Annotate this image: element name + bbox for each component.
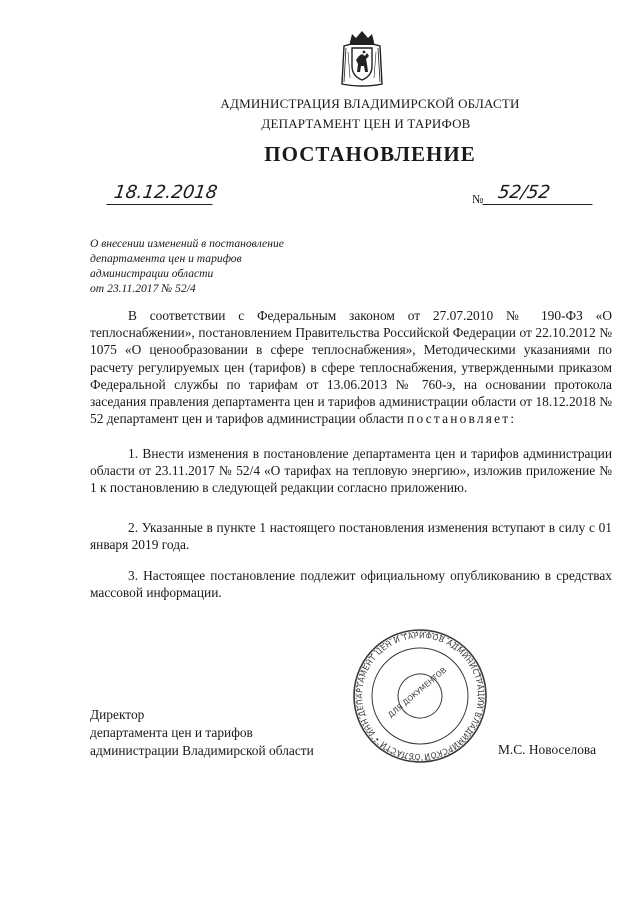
item-3-paragraph: 3. Настоящее постановление подлежит официальному опубликованию в средствах массовой информации. (90, 568, 612, 601)
document-date: 18.12.2018 (106, 182, 215, 205)
signature-block (90, 706, 314, 760)
coat-of-arms-icon (338, 28, 386, 88)
organization-name: АДМИНИСТРАЦИЯ ВЛАДИМИРСКОЙ ОБЛАСТИ (220, 96, 520, 111)
item-1-paragraph: 1. Внести изменения в постановление департамента цен и тарифов администрации области от 23.11.2017 № 52/4 «О тарифах на тепловую энергию», изложив приложение № 1 к постановлению в следующей редакции согласно приложению. (90, 446, 612, 496)
preamble-paragraph (90, 307, 612, 427)
document-title: ПОСТАНОВЛЕНИЕ (264, 142, 476, 166)
subject-line: О внесении изменений в постановление (90, 237, 284, 250)
subject-line: департамента цен и тарифов (90, 252, 242, 265)
decree-word: постановляет: (407, 411, 517, 427)
preamble-text: В соответствии с Федеральным законом от 27.07.2010 № 190-ФЗ «О теплоснабжении», постановлением Правительства Российской Федерации от 22.10.2012 № 1075 «О ценообразовании в сфере теплоснабжения», Методическими указаниями по расчету регулируемых цен (тарифов) в сфере теплоснабжения, утвержденными приказом Федеральной службы по тарифам от 13.06.2013 № 760-э, на основании протокола заседания правления департамента цен и тарифов администрации области от 18.12.2018 № 52 департамент цен и тарифов администрации области (90, 308, 612, 427)
official-stamp (352, 628, 488, 764)
signer-administration: администрации Владимирской области (90, 743, 314, 758)
number-sign: № (472, 192, 484, 206)
signer-name: М.С. Новоселова (498, 742, 597, 757)
document-subject (90, 236, 330, 296)
signer-department: департамента цен и тарифов (90, 725, 253, 740)
stamp-inner-text: ДЛЯ ДОКУМЕНТОВ (386, 665, 449, 720)
stamp-outer-text: ДЕПАРТАМЕНТ ЦЕН И ТАРИФОВ АДМИНИСТРАЦИИ ВЛАДИМИРСКОЙ ОБЛАСТИ • ИНН (354, 630, 486, 762)
subject-line: от 23.11.2017 № 52/4 (90, 282, 196, 295)
document-number: 52/52 (482, 182, 595, 205)
signer-position: Директор (90, 707, 145, 722)
subject-line: администрации области (90, 267, 214, 280)
department-name: ДЕПАРТАМЕНТ ЦЕН И ТАРИФОВ (261, 116, 471, 131)
item-2-paragraph: 2. Указанные в пункте 1 настоящего постановления изменения вступают в силу с 01 января 2019 года. (90, 520, 612, 553)
